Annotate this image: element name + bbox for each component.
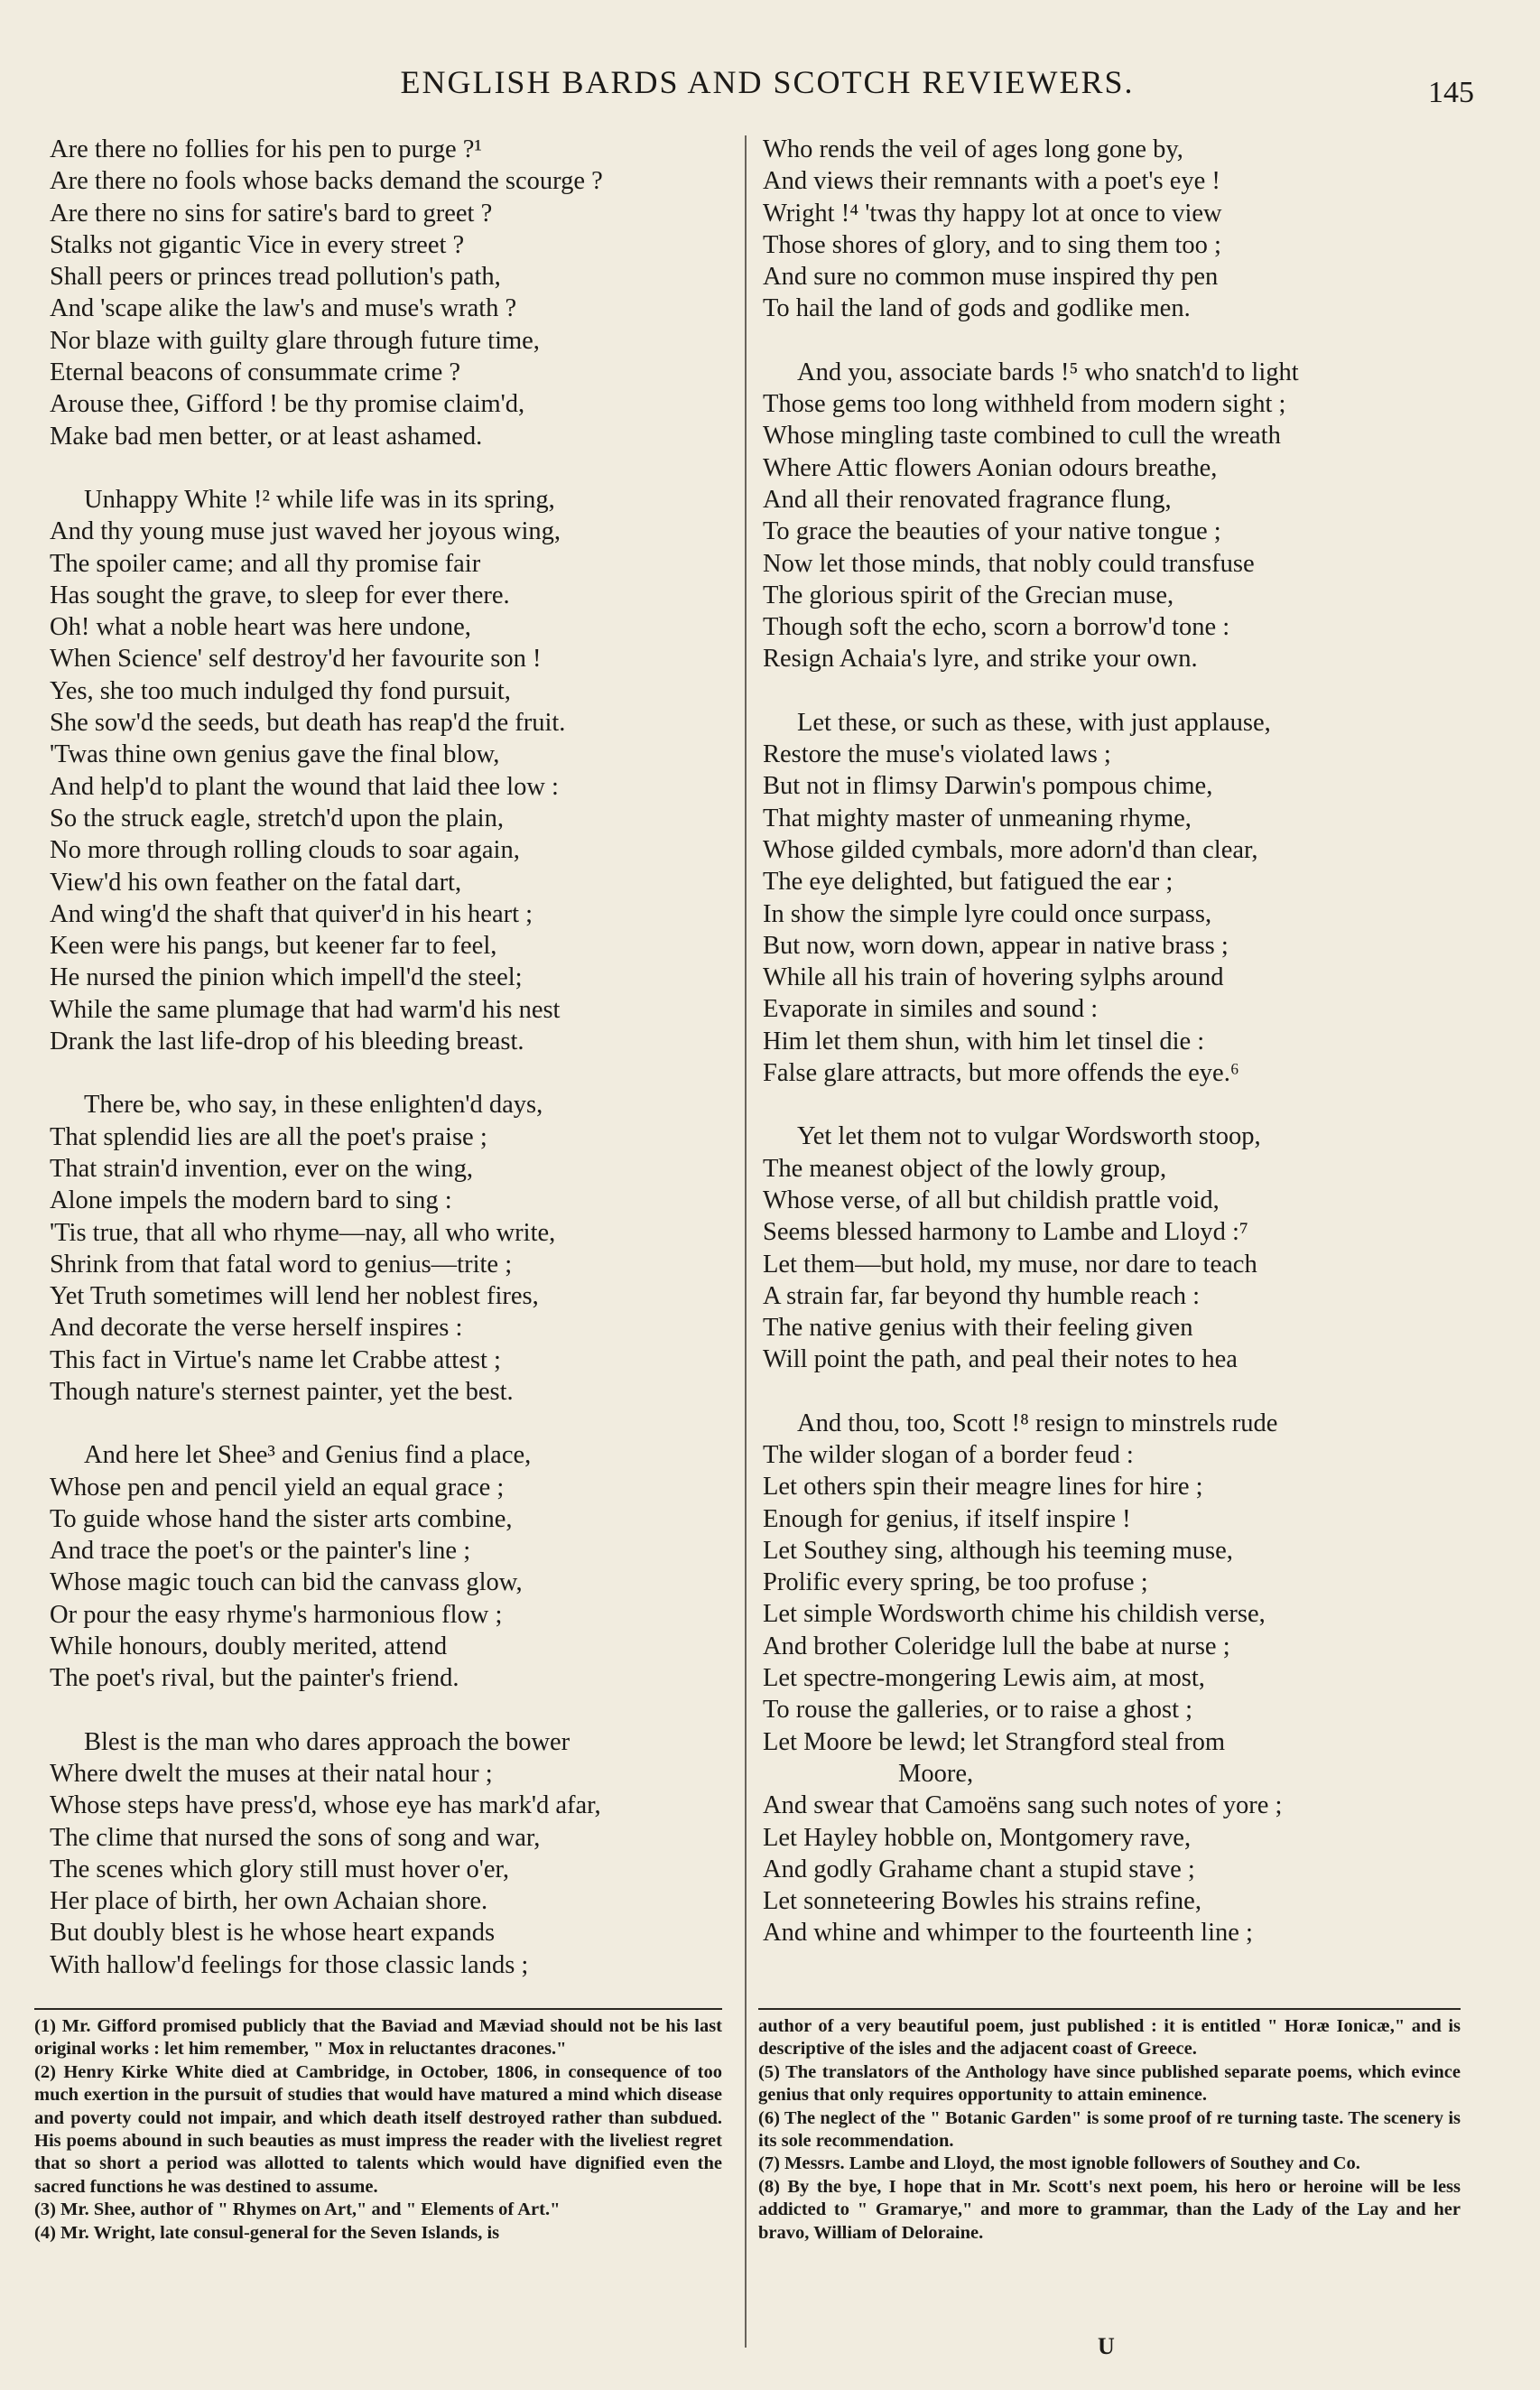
verse-line: And godly Grahame chant a stupid stave ; bbox=[763, 1855, 1195, 1883]
verse-line: Those gems too long withheld from modern sight ; bbox=[763, 390, 1286, 419]
verse-line: Make bad men better, or at least ashamed. bbox=[50, 422, 483, 451]
verse-line: Let these, or such as these, with just applause, bbox=[797, 708, 1271, 737]
verse-line: The glorious spirit of the Grecian muse, bbox=[763, 581, 1174, 609]
verse-line: Now let those minds, that nobly could transfuse bbox=[763, 549, 1255, 578]
verse-line: And swear that Camoëns sang such notes of yore ; bbox=[763, 1791, 1283, 1820]
verse-line: Seems blessed harmony to Lambe and Lloyd :⁷ bbox=[763, 1218, 1248, 1247]
verse-line: And trace the poet's or the painter's line ; bbox=[50, 1537, 471, 1566]
verse-line: Let sonneteering Bowles his strains refine, bbox=[763, 1887, 1201, 1916]
stanza bbox=[763, 1121, 1485, 1375]
verse-line: Shrink from that fatal word to genius—trite ; bbox=[50, 1250, 513, 1279]
verse-line: Yet let them not to vulgar Wordsworth stoop, bbox=[797, 1122, 1261, 1151]
verse-line: The scenes which glory still must hover o'er, bbox=[50, 1855, 509, 1883]
verse-line: Prolific every spring, be too profuse ; bbox=[763, 1568, 1148, 1597]
verse-line: But now, worn down, appear in native brass ; bbox=[763, 931, 1229, 960]
verse-line: When Science' self destroy'd her favourite son ! bbox=[50, 645, 542, 674]
footnote-rule-left bbox=[34, 2008, 722, 2010]
footnote: (2) Henry Kirke White died at Cambridge, in October, 1806, in consequence of too much exertion in the pursuit of studies that would have matured a mind which disease and poverty could not impair, and which death itself destroyed rather than subdued. His poems abound in such beauties as must impress the reader with the liveliest regret that so short a period was allotted to talents which would have dignified even the sacred functions he was destined to assume. bbox=[34, 2061, 722, 2197]
stanza bbox=[50, 1089, 736, 1408]
verse-line: Yet Truth sometimes will lend her noblest fires, bbox=[50, 1282, 539, 1311]
verse-line: Unhappy White !² while life was in its spring, bbox=[84, 485, 555, 514]
verse-line: That strain'd invention, ever on the wing, bbox=[50, 1154, 473, 1183]
verse-line: The wilder slogan of a border feud : bbox=[763, 1440, 1134, 1469]
verse-line: False glare attracts, but more offends the eye.⁶ bbox=[763, 1059, 1239, 1088]
verse-line: View'd his own feather on the fatal dart, bbox=[50, 868, 462, 897]
verse-line: Let spectre-mongering Lewis aim, at most, bbox=[763, 1664, 1205, 1693]
footnote: (6) The neglect of the " Botanic Garden" is some proof of re turning taste. The scenery is its sole recommendation. bbox=[758, 2107, 1461, 2152]
verse-line: The poet's rival, but the painter's friend. bbox=[50, 1664, 459, 1693]
verse-line: Are there no follies for his pen to purge ?¹ bbox=[50, 135, 482, 163]
verse-line: 'Twas thine own genius gave the final blow, bbox=[50, 740, 500, 769]
running-head: ENGLISH BARDS AND SCOTCH REVIEWERS. bbox=[400, 64, 1135, 100]
verse-line: Whose gilded cymbals, more adorn'd than clear, bbox=[763, 835, 1258, 864]
verse-line: And here let Shee³ and Genius find a place, bbox=[84, 1441, 532, 1470]
verse-line: Evaporate in similes and sound : bbox=[763, 995, 1099, 1024]
footnote: (3) Mr. Shee, author of " Rhymes on Art," and " Elements of Art." bbox=[34, 2199, 561, 2220]
verse-line: But not in flimsy Darwin's pompous chime, bbox=[763, 772, 1213, 801]
verse-line: But doubly blest is he whose heart expands bbox=[50, 1919, 496, 1948]
verse-line: Whose pen and pencil yield an equal grace ; bbox=[50, 1473, 505, 1502]
verse-line: Blest is the man who dares approach the bower bbox=[84, 1727, 571, 1756]
verse-line: And thy young muse just waved her joyous wing, bbox=[50, 517, 561, 546]
verse-line: 'Tis true, that all who rhyme—nay, all who write, bbox=[50, 1218, 556, 1247]
verse-line: This fact in Virtue's name let Crabbe attest ; bbox=[50, 1345, 501, 1374]
verse-line: Stalks not gigantic Vice in every street ? bbox=[50, 230, 465, 259]
verse-line: Wright !⁴ 'twas thy happy lot at once to view bbox=[763, 199, 1222, 228]
verse-line: Though nature's sternest painter, yet the best. bbox=[50, 1377, 514, 1406]
verse-line: And thou, too, Scott !⁸ resign to minstrels rude bbox=[797, 1409, 1278, 1437]
footnotes-right bbox=[758, 2015, 1461, 2245]
verse-line: That splendid lies are all the poet's praise ; bbox=[50, 1122, 487, 1151]
verse-line: Shall peers or princes tread pollution's path, bbox=[50, 263, 501, 292]
stanza bbox=[50, 1439, 736, 1694]
verse-line: While honours, doubly merited, attend bbox=[50, 1632, 448, 1661]
stanza bbox=[50, 1726, 736, 1981]
column-divider bbox=[745, 135, 747, 2348]
verse-line: With hallow'd feelings for those classic lands ; bbox=[50, 1950, 529, 1979]
verse-line: And whine and whimper to the fourteenth line ; bbox=[763, 1919, 1253, 1948]
verse-line: The native genius with their feeling given bbox=[763, 1314, 1193, 1343]
footnote: (1) Mr. Gifford promised publicly that the Baviad and Mæviad should not be his last original works : let him remember, " Mox in reluctantes dracones." bbox=[34, 2016, 722, 2060]
verse-line: Whose magic touch can bid the canvass glow, bbox=[50, 1568, 523, 1597]
verse-line: So the struck eagle, stretch'd upon the plain, bbox=[50, 804, 504, 832]
verse-line: Let others spin their meagre lines for hire ; bbox=[763, 1473, 1203, 1502]
verse-line: To hail the land of gods and godlike men. bbox=[763, 294, 1191, 323]
verse-line: Oh! what a noble heart was here undone, bbox=[50, 613, 471, 642]
footnote: author of a very beautiful poem, just published : it is entitled " Horæ Ionicæ," and is descriptive of the isles and the adjacent coast of Greece. bbox=[758, 2016, 1461, 2060]
verse-line: Moore, bbox=[898, 1759, 974, 1788]
verse-line: Those shores of glory, and to sing them too ; bbox=[763, 230, 1221, 259]
stanza bbox=[763, 134, 1485, 325]
verse-line: To grace the beauties of your native tongue ; bbox=[763, 517, 1221, 546]
verse-line: The spoiler came; and all thy promise fair bbox=[50, 549, 481, 578]
verse-line: Let Hayley hobble on, Montgomery rave, bbox=[763, 1823, 1192, 1852]
verse-line: And decorate the verse herself inspires : bbox=[50, 1314, 463, 1343]
verse-line: And you, associate bards !⁵ who snatch'd to light bbox=[797, 358, 1299, 386]
verse-line: Where Attic flowers Aonian odours breathe, bbox=[763, 453, 1218, 482]
footnote-rule-right bbox=[758, 2008, 1461, 2010]
verse-line: Arouse thee, Gifford ! be thy promise claim'd, bbox=[50, 390, 525, 419]
verse-line: Though soft the echo, scorn a borrow'd tone : bbox=[763, 613, 1230, 642]
page-number: 145 bbox=[1428, 76, 1474, 109]
verse-line: Will point the path, and peal their notes to hea bbox=[763, 1345, 1238, 1374]
verse-line: And all their renovated fragrance flung, bbox=[763, 485, 1172, 514]
verse-line: Eternal beacons of consummate crime ? bbox=[50, 358, 461, 387]
footnote: (7) Messrs. Lambe and Lloyd, the most ignoble followers of Southey and Co. bbox=[758, 2153, 1360, 2174]
verse-line: In show the simple lyre could once surpass, bbox=[763, 899, 1212, 928]
verse-line: And 'scape alike the law's and muse's wrath ? bbox=[50, 294, 517, 323]
verse-line: No more through rolling clouds to soar again, bbox=[50, 836, 520, 865]
verse-line: The meanest object of the lowly group, bbox=[763, 1154, 1167, 1183]
stanza bbox=[763, 707, 1485, 1090]
verse-line: Whose verse, of all but childish prattle void, bbox=[763, 1186, 1220, 1214]
verse-line: To rouse the galleries, or to raise a ghost ; bbox=[763, 1696, 1193, 1725]
verse-line: And sure no common muse inspired thy pen bbox=[763, 263, 1219, 292]
verse-line: Or pour the easy rhyme's harmonious flow ; bbox=[50, 1600, 503, 1629]
verse-line: And help'd to plant the wound that laid thee low : bbox=[50, 772, 559, 801]
footnote: (8) By the bye, I hope that in Mr. Scott's next poem, his hero or heroine will be less addicted to " Gramarye," and more to grammar, than the Lady of the Lay and her bravo, William of Deloraine. bbox=[758, 2176, 1461, 2243]
verse-line: Alone impels the modern bard to sing : bbox=[50, 1186, 452, 1215]
stanza bbox=[763, 1408, 1485, 1949]
verse-line: Nor blaze with guilty glare through future time, bbox=[50, 326, 540, 355]
stanza bbox=[763, 357, 1485, 675]
verse-line: Restore the muse's violated laws ; bbox=[763, 740, 1111, 769]
verse-line: Resign Achaia's lyre, and strike your own. bbox=[763, 645, 1198, 674]
stanza bbox=[50, 134, 736, 452]
verse-line: There be, who say, in these enlighten'd days, bbox=[84, 1091, 543, 1120]
footnote: (5) The translators of the Anthology have since published separate poems, which evince genius that only requires opportunity to attain eminence. bbox=[758, 2061, 1461, 2106]
footnotes-left bbox=[34, 2015, 722, 2245]
verse-line: Let Moore be lewd; let Strangford steal from bbox=[763, 1727, 1226, 1756]
verse-line: Keen were his pangs, but keener far to feel, bbox=[50, 932, 497, 961]
verse-line: Drank the last life-drop of his bleeding breast. bbox=[50, 1028, 524, 1056]
verse-line: Where dwelt the muses at their natal hour ; bbox=[50, 1759, 493, 1788]
verse-line: Are there no fools whose backs demand the scourge ? bbox=[50, 167, 603, 196]
signature-mark: U bbox=[1098, 2333, 1115, 2359]
verse-line: Her place of birth, her own Achaian shore. bbox=[50, 1887, 488, 1916]
verse-line: Him let them shun, with him let tinsel die : bbox=[763, 1027, 1205, 1056]
verse-line: Are there no sins for satire's bard to greet ? bbox=[50, 199, 493, 228]
verse-line: To guide whose hand the sister arts combine, bbox=[50, 1504, 513, 1533]
verse-line: And wing'd the shaft that quiver'd in his heart ; bbox=[50, 899, 533, 928]
verse-line: Yes, she too much indulged thy fond pursuit, bbox=[50, 676, 511, 705]
stanza bbox=[50, 484, 736, 1057]
verse-line: He nursed the pinion which impell'd the steel; bbox=[50, 963, 523, 992]
verse-line: Has sought the grave, to sleep for ever there. bbox=[50, 581, 510, 609]
verse-line: The clime that nursed the sons of song and war, bbox=[50, 1823, 541, 1852]
poem-column-left bbox=[50, 134, 736, 1981]
verse-line: That mighty master of unmeaning rhyme, bbox=[763, 804, 1192, 832]
verse-line: Let simple Wordsworth chime his childish verse, bbox=[763, 1600, 1266, 1629]
verse-line: Enough for genius, if itself inspire ! bbox=[763, 1504, 1131, 1533]
verse-line: Let them—but hold, my muse, nor dare to teach bbox=[763, 1250, 1257, 1279]
footnote: (4) Mr. Wright, late consul-general for the Seven Islands, is bbox=[34, 2222, 500, 2243]
verse-line: And views their remnants with a poet's eye ! bbox=[763, 167, 1220, 196]
verse-line: She sow'd the seeds, but death has reap'd the fruit. bbox=[50, 709, 566, 738]
verse-line: Let Southey sing, although his teeming muse, bbox=[763, 1536, 1233, 1565]
verse-line: A strain far, far beyond thy humble reach : bbox=[763, 1281, 1200, 1310]
verse-line: Whose steps have press'd, whose eye has mark'd afar, bbox=[50, 1791, 601, 1820]
verse-line: And brother Coleridge lull the babe at nurse ; bbox=[763, 1632, 1230, 1660]
verse-line: Who rends the veil of ages long gone by, bbox=[763, 135, 1183, 163]
verse-line: The eye delighted, but fatigued the ear ; bbox=[763, 868, 1174, 897]
verse-line: While the same plumage that had warm'd his nest bbox=[50, 995, 561, 1024]
poem-column-right bbox=[763, 134, 1485, 1949]
verse-line: Whose mingling taste combined to cull the wreath bbox=[763, 422, 1281, 451]
verse-line: While all his train of hovering sylphs around bbox=[763, 963, 1224, 992]
